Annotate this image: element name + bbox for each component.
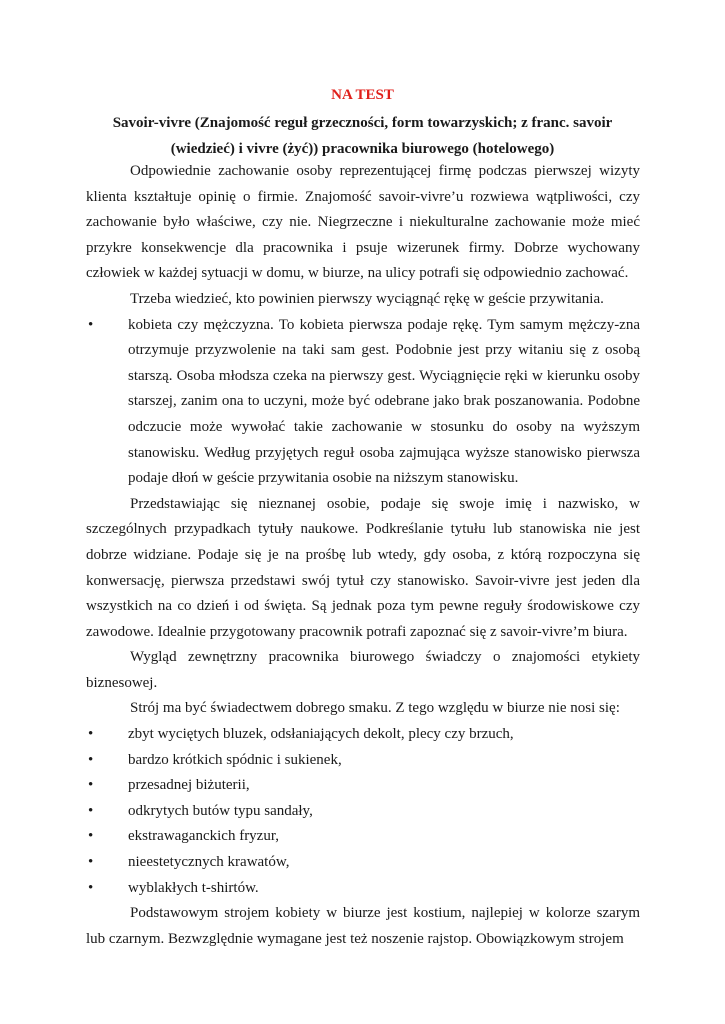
document-title: NA TEST [331, 87, 394, 103]
list-item: • odkrytych butów typu sandały, [86, 799, 640, 825]
subtitle-line: (wiedzieć) i vivre (żyć)) pracownika biurowego (hotelowego) [170, 141, 555, 157]
paragraph-attire-intro: Strój ma być świadectwem dobrego smaku. Z tego względu w biurze nie nosi się: [130, 700, 620, 717]
list-item: • ekstrawaganckich fryzur, [86, 824, 640, 850]
subtitle-line: Savoir-vivre (Znajomość reguł grzeczności, form towarzyskich; z franc. savoir [112, 115, 613, 131]
paragraph-first-impression: Odpowiednie zachowanie osoby reprezentującej firmę podczas pierwszej wizyty klienta kształtuje opinię o firmie. Znajomość savoir-vivre’u rozwiewa wątpliwości, czy zachowanie było właściwe, czy nie. Niegrzeczne i niekulturalne zachowanie może mieć przykre konsekwencje dla pracownika i psuje wizerunek firmy. Dobrze wychowany człowiek w każdej sytuacji w domu, w biurze, na ulicy potrafi się odpowiednio zachować. [86, 163, 640, 282]
list-item: • zbyt wyciętych bluzek, odsłaniających dekolt, plecy czy brzuch, [86, 722, 640, 748]
list-item: • wyblakłych t-shirtów. [86, 876, 640, 902]
list-item: • przesadnej biżuterii, [86, 773, 640, 799]
list-item: • bardzo krótkich spódnic i sukienek, [86, 748, 640, 774]
document-body [86, 159, 640, 952]
paragraph-womens-attire: Podstawowym strojem kobiety w biurze jest kostium, najlepiej w kolorze szarym lub czarnym. Bezwzględnie wymagane jest też noszenie rajstop. Obowiązkowym strojem [86, 905, 640, 947]
paragraph-introductions: Przedstawiając się nieznanej osobie, podaje się swoje imię i nazwisko, w szczególnych przypadkach tytuły naukowe. Podkreślanie tytułu lub stanowiska nie jest dobrze widziane. Podaje się je na prośbę lub wtedy, gdy osoba, z którą rozpoczyna się konwersację, pierwsza przedstawi swój tytuł czy stanowisko. Savoir-vivre jest jeden dla wszystkich na co dzień i od święta. Są jednak poza tym pewne reguły środowiskowe czy zawodowe. Idealnie przygotowany pracownik potrafi zapoznać się z savoir-vivre’m biura. [86, 495, 640, 640]
document-subtitle [0, 110, 725, 162]
bullet-handshake: • kobieta czy mężczyzna. To kobieta pierwsza podaje rękę. Tym samym mężczy-zna otrzymuje przyzwolenie na taki sam gest. Podobnie jest przy witaniu się z osobą starszą. Osoba młodsza czeka na pierwszy gest. Wyciągnięcie ręki w kierunku osoby starszej, zanim ona to uczyni, może być odebrane jako brak poszanowania. Podobne odczucie może wywołać takie zachowanie w stosunku do osoby na wyższym stanowisku. Według przyjętych reguł osoba zajmująca wyższe stanowisko pierwsza podaje dłoń w geście przywitania osobie na niższym stanowisku. [86, 313, 640, 492]
paragraph-handshake-intro: Trzeba wiedzieć, kto powinien pierwszy wyciągnąć rękę w geście przywitania. [130, 290, 604, 307]
list-item: • nieestetycznych krawatów, [86, 850, 640, 876]
paragraph-appearance: Wygląd zewnętrzny pracownika biurowego świadczy o znajomości etykiety biznesowej. [86, 649, 640, 691]
